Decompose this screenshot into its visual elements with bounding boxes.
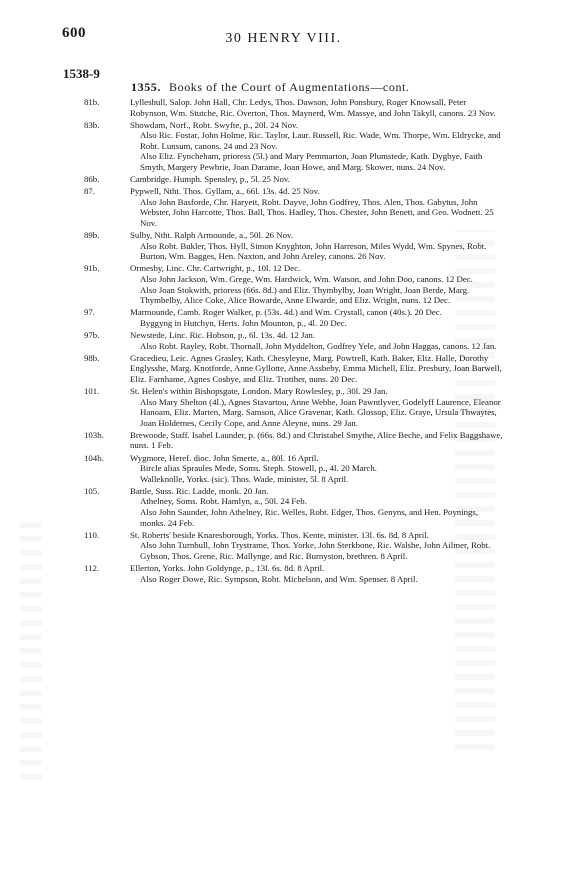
entry-paragraph: Also John Saunder, John Athelney, Ric. Welles, Robt. Edger, Thos. Genyns, and Hen. Poynings, monks. 24 Feb. [140, 506, 479, 528]
entry-paragraph: Athelney, Soms. Robt. Hamlyn, a., 50l. 24 Feb. [140, 496, 307, 507]
entry-folio-ref: 112. [84, 562, 100, 573]
entry-paragraph: Also Joan Stokwith, prioress (66s. 8d.) and Eliz. Thymbylby, Joan Wright, Joan Berde, Marg. Thymbelby, Alice Coke, Alice Bowarde, Anne Elwarde, and Eliz. Wright, nuns. 12 Dec. [140, 284, 470, 306]
entry-folio-ref: 91b. [84, 263, 100, 274]
entry-paragraph: Also Robt. Bukler, Thos. Hyll, Simon Knyghton, John Harreson, Miles Wydd, Wm. Spynes, Robt. Burton, Wm. Bagges, Hen. Naxton, and John Areley, canons. 26 Nov. [140, 240, 487, 262]
entry [84, 174, 504, 185]
entry-paragraph: Bircle alias Spraules Mede, Soms. Steph. Stowell, p., 4l. 20 March. [140, 463, 377, 474]
entry-paragraph: Also John Turnbull, John Trystrame, Thos. Yorke, John Sterkbone, Ric. Walshe, John Ailmer, Robt. Gybson, Thos. Grene, Ric. Mallynge, and Ric. Burnyston, brethren. 8 April. [140, 540, 491, 561]
entry [84, 453, 504, 485]
entry-folio-ref: 81b. [84, 97, 100, 107]
entry-folio-ref: 98b. [84, 352, 100, 363]
entry [84, 186, 504, 228]
entry-paragraph: Newstede, Linc. Ric. Hobson, p., 6l. 13s. 4d. 12 Jan. [130, 329, 315, 340]
entry [84, 563, 504, 584]
watermark-strip-left [20, 520, 42, 780]
section-title: Books of the Court of Augmentations—cont. [169, 80, 410, 94]
entry-paragraph: Also Robt. Rayley, Robt. Thornall, John Myddelton, Godfrey Yele, and John Haggas, canons. 12 Jan. [140, 340, 497, 351]
entry-paragraph: Gracedieu, Leic. Agnes Grasley, Kath. Chesyleyne, Marg. Powtrell, Kath. Baker, Eliz. Halle, Dorothy Englysshe, Marg. Knotforde, Anne Gyllotte, Anne Assbeby, Emma Michell, Eliz. Presbury, Joan Barwell, Eliz. Farnhame, Agnes Cosbye, and Eliz. Trotther, nuns. 20 Dec. [130, 352, 502, 384]
entry-paragraph: Also John Basforde, Chr. Haryett, Robt. Dayve, John Godfrey, Thos. Alen, Thos. Gabytus, John Webster, John Harcotte, Thos. Ball, Thos. Hadley, Thos. Chester, John Benett, and Geo. Wodnett. 25 Nov. [140, 196, 494, 229]
entry [84, 430, 504, 451]
document-body [84, 97, 504, 586]
entry-paragraph: Ellerton, Yorks. John Goldynge, p., 13l. 6s. 8d. 8 April. [130, 562, 325, 573]
entry-folio-ref: 86b. [84, 174, 100, 185]
entry-paragraph: St. Helen's within Bishopsgate, London. Mary Rowlesley, p., 30l. 29 Jan. [130, 385, 388, 396]
entry-paragraph: Lylleshull, Salop. John Hall, Chr. Ledys, Thos. Dawson, John Ponsbury, Roger Knowsall, Peter Robynson, Wm. Stutche, Ric. Overton, Thos. Maynerd, Wm. Massye, and John Takyll, canons. 23 Nov. [130, 97, 496, 118]
page-number: 600 [62, 25, 86, 41]
entry-paragraph: St. Roberts' beside Knaresborough, Yorks. Thos. Kente, minister. 13l. 6s. 8d. 8 April. [130, 529, 429, 540]
entry-paragraph: Pypwell, Ntht. Thos. Gyllam, a., 66l. 13s. 4d. 25 Nov. [130, 186, 320, 197]
entry [84, 263, 504, 305]
section-number: 1355. [131, 80, 161, 94]
entry-folio-ref: 83b. [84, 119, 100, 130]
entry [84, 330, 504, 351]
entry [84, 530, 504, 562]
entry-folio-ref: 89b. [84, 230, 100, 241]
entry-folio-ref: 104b. [84, 452, 104, 463]
year-margin-note: 1538-9 [63, 66, 100, 81]
entry-folio-ref: 105. [84, 485, 100, 496]
entry-paragraph: Also Eliz. Fyncheham, prioress (5l.) and Mary Pemmarton, Joan Plumstede, Kath. Dygbye, Faith Smyth, Margery Pewbrie, Joan Darame, Joan Howe, and Marg. Skower, nuns. 24 Nov. [140, 151, 483, 173]
entry-paragraph: Also Roger Dowe, Ric. Sympson, Robt. Michelson, and Wm. Spenser. 8 April. [140, 573, 418, 584]
entry-paragraph: Cambridge. Humph. Spensley, p., 5l. 25 Nov. [130, 174, 290, 185]
entry-folio-ref: 97. [84, 307, 95, 318]
running-head: 30 HENRY VIII. [225, 31, 342, 46]
entry-paragraph: Wygmore, Heref. dioc. John Smerte, a., 80l. 16 April. [130, 452, 319, 463]
entry-paragraph: Byggyng in Hutchyn, Herts. John Mounton, p., 4l. 20 Dec. [140, 317, 347, 328]
entry-folio-ref: 87. [84, 186, 95, 197]
entry-paragraph: Showdam, Norf., Robt. Swyfte, p., 20l. 24 Nov. [130, 119, 299, 130]
section-heading [131, 80, 410, 95]
entry [84, 353, 504, 385]
entry-paragraph: Sulby, Ntht. Ralph Armounde, a., 50l. 26 Nov. [130, 230, 294, 241]
entry-paragraph: Marmounde, Camb. Roger Walker, p. (53s. 4d.) and Wm. Crystall, canon (40s.). 20 Dec. [130, 307, 442, 318]
entry [84, 120, 504, 173]
entry [84, 486, 504, 528]
entry-paragraph: Also Ric. Fostar, John Holme, Ric. Taylor, Laur. Russell, Ric. Wade, Wm. Thorpe, Wm. Eldrycke, and Robt. Lunsum, canons. 24 and 23 Nov. [140, 130, 501, 151]
entry-paragraph: Brewoode, Staff. Isabel Launder, p. (66s. 8d.) and Christabel Smythe, Alice Beche, and Felix Baggshawe, nuns. 1 Feb. [130, 429, 503, 451]
entry-paragraph: Walleknolle, Yorks. (sic). Thos. Wade, minister, 5l. 8 April. [140, 473, 349, 484]
entry [84, 386, 504, 428]
entry-paragraph: Also Mary Shelton (4l.), Agnes Stavartou, Anne Webbe, Joan Pawntlyver, Godelyff Laurence, Eleanor Hanoam, Eliz. Marten, Marg. Samson, Alice Gravenar, Kath. Glossop, Eliz. Graye, Ursula Thwaytes, Joan Holdernes, Cecily Cope, and Anne Aleyne, nuns. 29 Jan. [140, 396, 501, 428]
entry-paragraph: Also John Jackson, Wm. Grege, Wm. Hardwick, Wm. Watson, and John Doo, canons. 12 Dec. [140, 274, 473, 284]
entry-folio-ref: 101. [84, 385, 100, 396]
entry [84, 307, 504, 328]
entry-paragraph: Ormesby, Linc. Chr. Cartwright, p., 10l. 12 Dec. [130, 263, 301, 274]
entry-folio-ref: 110. [84, 529, 100, 540]
entry [84, 230, 504, 262]
entry-paragraph: Battle, Suss. Ric. Ladde, monk. 20 Jan. [130, 485, 269, 496]
entry-folio-ref: 103b. [84, 429, 104, 440]
entry-folio-ref: 97b. [84, 329, 100, 340]
entry [84, 97, 504, 118]
